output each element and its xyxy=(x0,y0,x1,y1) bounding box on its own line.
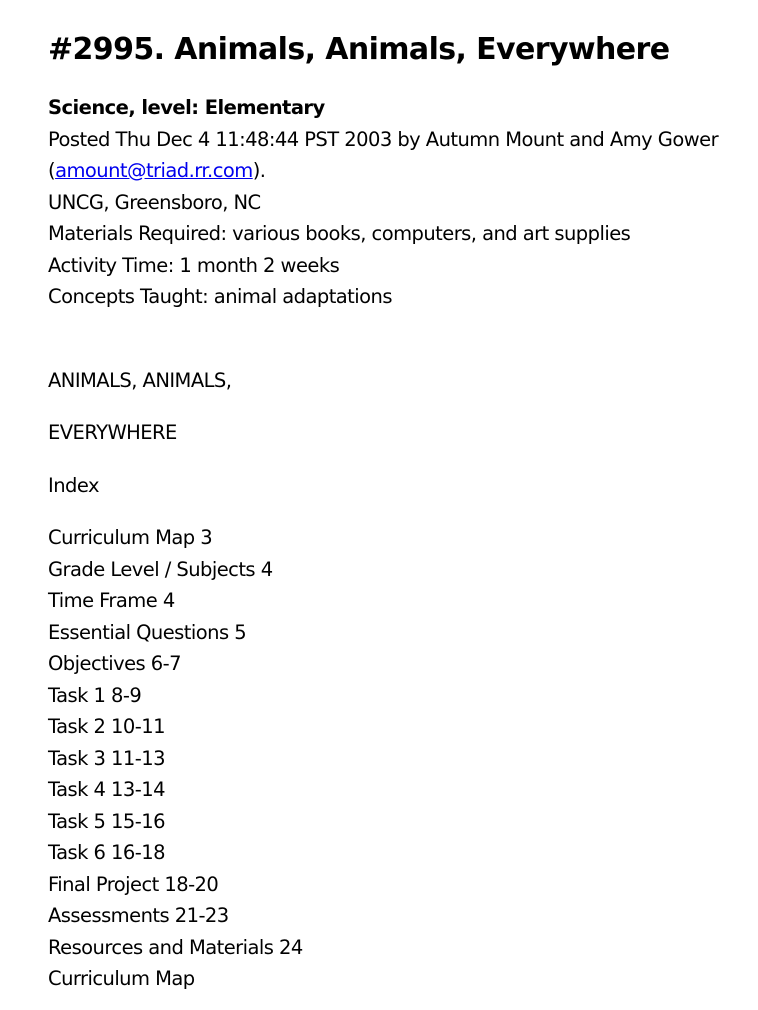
email-close-paren: ). xyxy=(252,159,266,182)
body-heading-line1: ANIMALS, ANIMALS, xyxy=(48,368,232,392)
index-item: Task 2 10-11 xyxy=(48,715,165,738)
location: UNCG, Greensboro, NC xyxy=(48,190,261,214)
index-list xyxy=(48,522,748,995)
body-heading-line2: EVERYWHERE xyxy=(48,421,177,444)
index-item: Objectives 6-7 xyxy=(48,652,181,675)
index-item: Curriculum Map xyxy=(48,967,195,990)
email-open-paren: ( xyxy=(48,159,56,182)
index-item: Final Project 18-20 xyxy=(48,872,219,896)
index-item: Task 1 8-9 xyxy=(48,683,142,707)
index-item: Curriculum Map 3 xyxy=(48,526,213,549)
index-item: Assessments 21-23 xyxy=(48,904,229,927)
subject-level: Science, level: Elementary xyxy=(48,96,325,119)
index-item: Grade Level / Subjects 4 xyxy=(48,557,273,581)
activity-time: Activity Time: 1 month 2 weeks xyxy=(48,253,340,277)
posted-by: Posted Thu Dec 4 11:48:44 PST 2003 by Autumn Mount and Amy Gower xyxy=(48,127,719,151)
index-item: Task 4 13-14 xyxy=(48,778,165,801)
index-item: Time Frame 4 xyxy=(48,589,175,612)
concepts-taught: Concepts Taught: animal adaptations xyxy=(48,285,392,308)
author-email-link[interactable]: amount@triad.rr.com xyxy=(55,159,253,182)
index-item: Resources and Materials 24 xyxy=(48,935,303,959)
lesson-body xyxy=(48,365,748,995)
index-item: Task 6 16-18 xyxy=(48,841,165,864)
posted-info xyxy=(48,124,748,187)
page-title: #2995. Animals, Animals, Everywhere xyxy=(48,32,670,67)
index-item: Essential Questions 5 xyxy=(48,620,247,644)
lesson-plan-page xyxy=(48,28,748,995)
index-item: Task 3 11-13 xyxy=(48,746,165,770)
index-label: Index xyxy=(48,473,99,497)
lesson-metadata xyxy=(48,92,748,313)
index-item: Task 5 15-16 xyxy=(48,809,165,833)
materials-required: Materials Required: various books, computers, and art supplies xyxy=(48,222,631,245)
